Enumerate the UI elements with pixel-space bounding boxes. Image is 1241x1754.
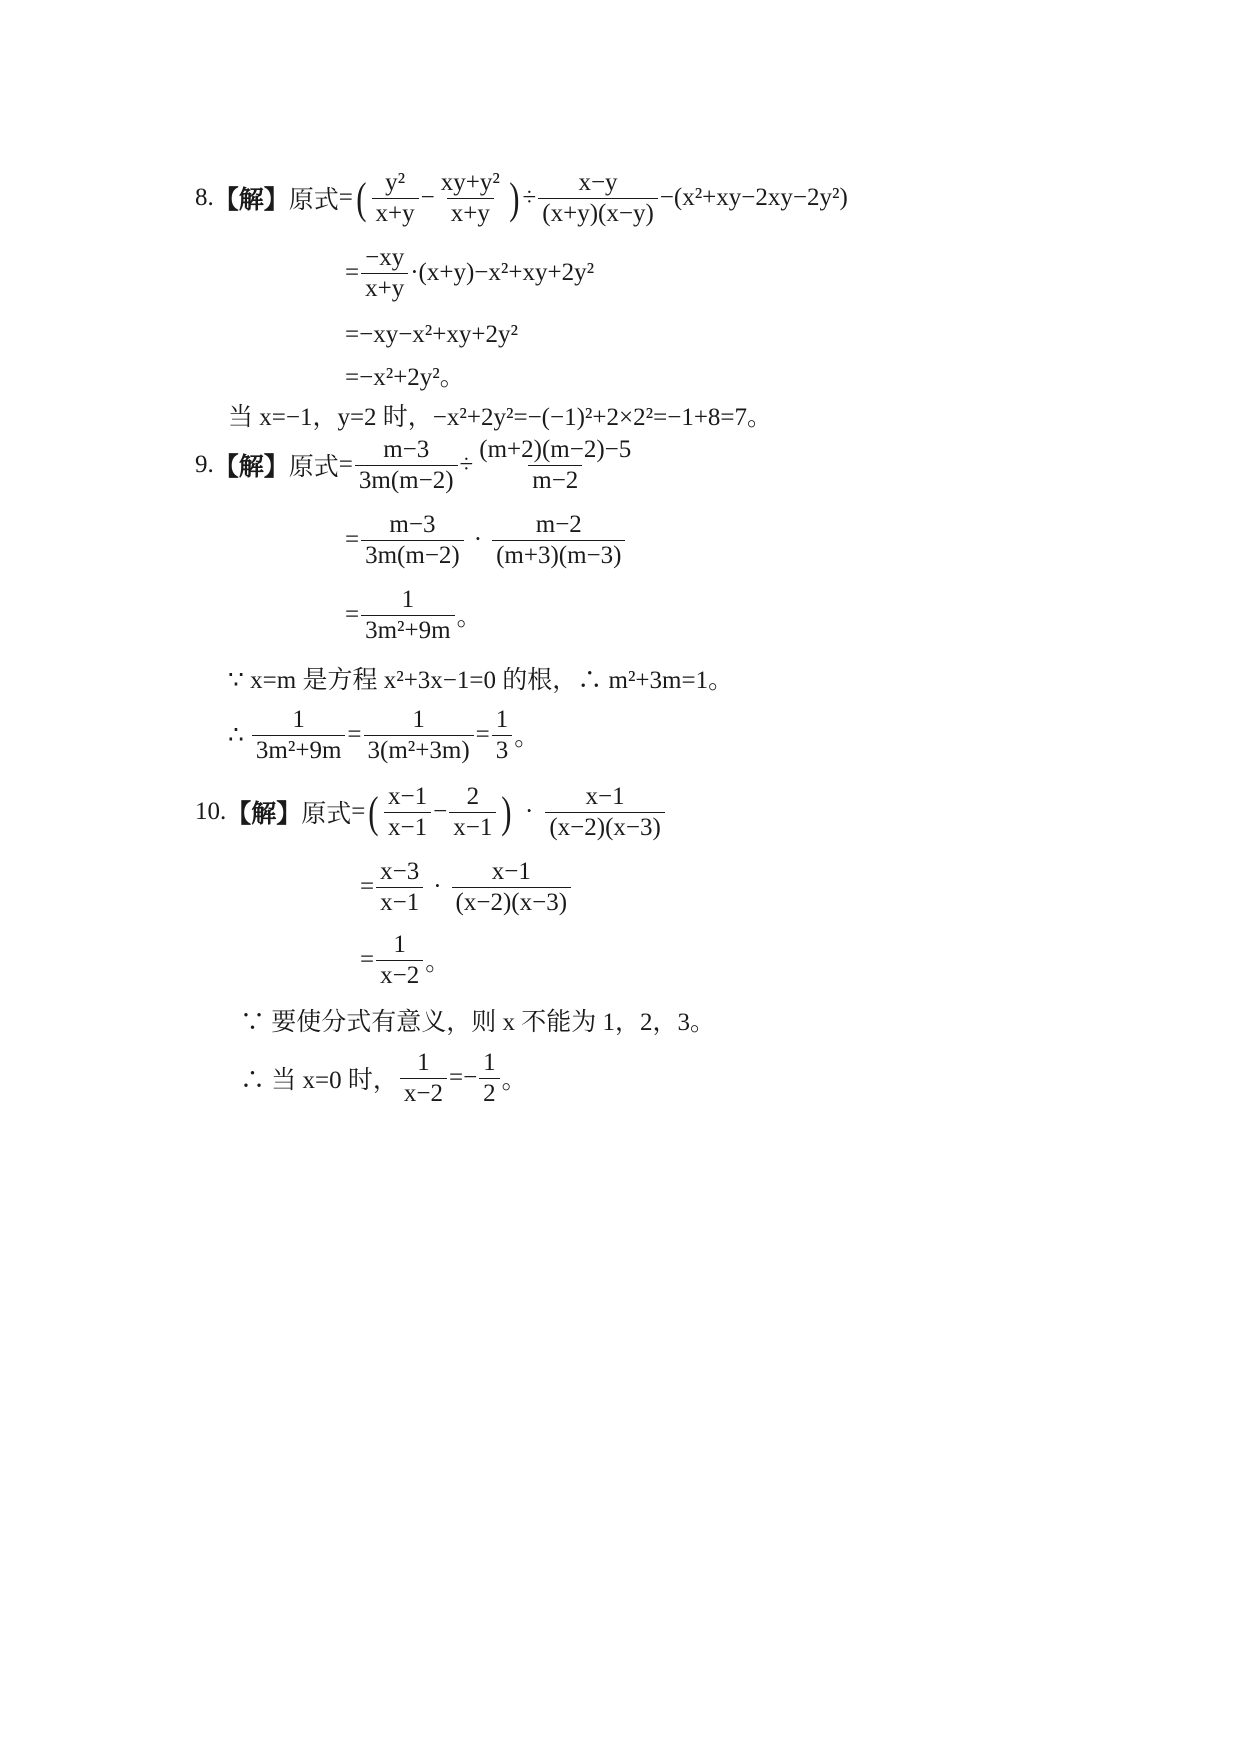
p8-line1 [195, 168, 848, 228]
p10-l3-fraction: $\frac{1}{x-2}$ [376, 930, 423, 991]
p10-l2-fraction-2: $\frac{x-1}{(x-2)(x-3)}$ [452, 857, 572, 918]
p8-solution-bracket: 【解】 [213, 185, 289, 214]
p9-line3: = $\frac{1}{\text{3m²+9m}}$ 。 [345, 585, 482, 644]
p9-line1 [195, 435, 637, 495]
p8-label: 8. [195, 184, 214, 211]
p8-minus: − [420, 184, 435, 211]
p8-line4: =−x²+2y²。 [345, 364, 465, 391]
p8-right-paren: ) [509, 173, 520, 223]
p8-tail: −(x²+xy−2xy−2y²) [659, 184, 848, 211]
p9-l5-fraction-2: $\frac{1}{\text{3(m²+3m)}}$ [364, 705, 474, 766]
p10-label: 10. [195, 798, 227, 825]
p8-l2-fraction: $\frac{-xy}{x+y}$ [361, 243, 408, 304]
p8-equals: = [338, 184, 353, 211]
p10-l1-fraction-1: $\frac{x-1}{x-1}$ [384, 782, 431, 843]
p10-l5-end: 。 [501, 1067, 527, 1094]
p9-label: 9. [195, 451, 214, 478]
p9-l2-fraction-1: $\frac{m-3}{3m(m-2)}$ [361, 510, 464, 571]
p9-equals: = [338, 451, 353, 478]
p9-original-label: 原式 [288, 454, 339, 481]
p10-l5-mid: =− [448, 1064, 478, 1091]
p10-l1-fraction-3: $\frac{x-1}{(x-2)(x-3)}$ [545, 782, 665, 843]
p9-l1-fraction-2: $\frac{(m+2)(m-2)-5}{m-2}$ [479, 435, 632, 494]
p9-line4: ∵ x=m 是方程 x²+3x−1=0 的根，∴ m²+3m=1。 [228, 667, 734, 694]
p8-left-paren: ( [356, 173, 367, 223]
p10-line2: = $\frac{x-3}{x-1}$ · $\frac{x-1}{(x-2)(x-3)}$ [360, 857, 573, 917]
p10-right-paren: ) [501, 787, 512, 837]
p10-l2-dot: · [433, 873, 442, 900]
p10-line5 [240, 1048, 527, 1108]
p9-line5: ∴ $\frac{1}{\text{3m²+9m}}$ = $\frac{1}{\text{3(m²+3m)}}$ = $\frac{1}{3}$ 。 [228, 705, 540, 764]
p9-divide: ÷ [459, 451, 474, 478]
p10-l1-dot: · [525, 798, 534, 825]
p8-line3: =−xy−x²+xy+2y² [345, 321, 518, 348]
p10-l5-fraction-2: $\frac{1}{2}$ [479, 1048, 500, 1109]
p10-line4: ∵ 要使分式有意义，则 x 不能为 1，2，3。 [240, 1009, 716, 1036]
p10-l5-pre: ∴ 当 x=0 时， [240, 1067, 398, 1094]
p8-fraction-1: $\frac{\text{y²}}{x+y}$ [372, 168, 419, 229]
p10-line3: = $\frac{1}{x-2}$ 。 [360, 930, 451, 989]
p10-l2-fraction-1: $\frac{x-3}{x-1}$ [376, 857, 423, 918]
p10-original-label: 原式 [301, 801, 352, 828]
p10-left-paren: ( [368, 787, 379, 837]
p10-l5-fraction-1: $\frac{1}{x-2}$ [400, 1048, 447, 1109]
p9-l5-fraction-3: $\frac{1}{3}$ [492, 705, 513, 766]
p9-l3-end: 。 [456, 604, 482, 631]
p8-line5: 当 x=−1，y=2 时，−x²+2y²=−(−1)²+2×2²=−1+8=7。 [228, 404, 773, 431]
p9-l2-fraction-2: $\frac{m-2}{(m+3)(m-3)}$ [492, 510, 625, 571]
p10-minus: − [433, 798, 448, 825]
p9-l2-dot: · [473, 526, 483, 553]
p8-original-label: 原式 [288, 187, 339, 214]
p10-equals: = [351, 798, 366, 825]
p10-solution-bracket: 【解】 [226, 799, 302, 828]
p9-line2: = $\frac{m-3}{3m(m-2)}$ · $\frac{m-2}{(m+3)(m-3)}$ [345, 510, 627, 570]
p8-fraction-2: $\frac{\text{xy+y²}}{x+y}$ [440, 168, 500, 227]
p9-l3-fraction: $\frac{1}{\text{3m²+9m}}$ [361, 585, 455, 646]
p9-therefore: ∴ [228, 722, 244, 749]
p9-solution-bracket: 【解】 [213, 452, 289, 481]
p9-l5-fraction-1: $\frac{1}{\text{3m²+9m}}$ [252, 705, 346, 766]
p9-l5-end: 。 [514, 724, 540, 751]
p8-fraction-3: $\frac{x-y}{(x+y)(x-y)}$ [538, 168, 658, 229]
p9-l1-fraction-1: $\frac{m-3}{3m(m-2)}$ [355, 435, 458, 496]
p10-l3-end: 。 [425, 949, 451, 976]
p10-line1 [195, 782, 667, 842]
p10-l1-fraction-2: $\frac{2}{x-1}$ [449, 782, 496, 843]
p8-l2-tail: ·(x+y)−x²+xy+2y² [410, 259, 595, 286]
p8-divide: ÷ [522, 184, 537, 211]
p8-line2: = $\frac{-xy}{x+y}$ ·(x+y)−x²+xy+2y² [345, 243, 595, 302]
